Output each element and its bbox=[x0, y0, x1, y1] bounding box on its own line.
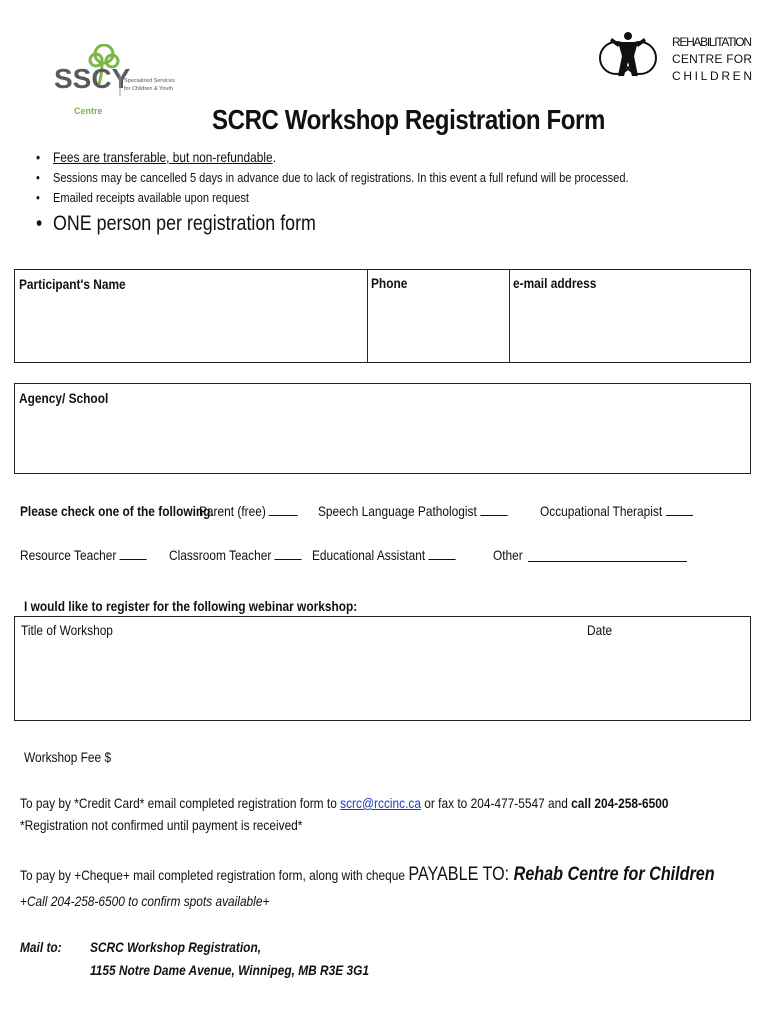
svg-text:Centre: Centre bbox=[74, 106, 103, 116]
svg-text:CENTRE FOR: CENTRE FOR bbox=[672, 52, 752, 66]
svg-text:CHILDREN: CHILDREN bbox=[672, 69, 752, 83]
svg-text:Specialized Services: Specialized Services bbox=[124, 78, 175, 84]
role-ot-blank[interactable] bbox=[665, 503, 692, 516]
fees-text: Fees are transferable, but non-refundable bbox=[53, 149, 273, 165]
role-slp-label: Speech Language Pathologist bbox=[318, 503, 477, 519]
bullet-one-person: • ONE person per registration form bbox=[36, 212, 316, 235]
agency-label: Agency/ School bbox=[19, 390, 109, 406]
one-person-text: ONE person per registration form bbox=[53, 212, 316, 235]
role-ea-blank[interactable] bbox=[428, 547, 455, 560]
agency-field[interactable] bbox=[17, 412, 747, 470]
fees-period: . bbox=[272, 149, 276, 165]
role-other[interactable] bbox=[493, 547, 523, 563]
agency-box bbox=[14, 383, 751, 474]
cheque-text: +Cheque+ bbox=[74, 867, 130, 883]
credit-line bbox=[20, 795, 668, 811]
cheque-line bbox=[20, 864, 715, 886]
phone-label: Phone bbox=[371, 275, 408, 291]
sessions-text: Sessions may be cancelled 5 days in advance due to lack of registrations. In this event a full refund will be processed. bbox=[53, 170, 629, 185]
role-ot[interactable] bbox=[540, 503, 693, 519]
receipts-text: Emailed receipts available upon request bbox=[53, 190, 249, 205]
mail-line1: SCRC Workshop Registration, bbox=[90, 939, 262, 955]
role-classroom-blank[interactable] bbox=[275, 547, 302, 560]
credit-note: *Registration not confirmed until payment is received* bbox=[20, 817, 303, 833]
workshop-prompt: I would like to register for the following webinar workshop: bbox=[24, 598, 358, 614]
sscy-logo bbox=[52, 44, 192, 124]
role-prompt: Please check one of the following. bbox=[20, 503, 214, 519]
credit-p3: email completed registration form to bbox=[144, 795, 341, 811]
svg-text:REHABILITATION: REHABILITATION bbox=[672, 35, 752, 49]
role-parent-label: Parent (free) bbox=[199, 503, 266, 519]
mail-label: Mail to: bbox=[20, 939, 62, 955]
email-label: e-mail address bbox=[513, 275, 597, 291]
svg-text:for Children & Youth: for Children & Youth bbox=[124, 86, 173, 92]
role-ea-label: Educational Assistant bbox=[312, 547, 426, 563]
rcc-logo bbox=[598, 26, 758, 96]
email-link[interactable]: scrc@rccinc.ca bbox=[340, 795, 421, 811]
cheque-p3: mail completed registration form, along with cheque bbox=[129, 867, 409, 883]
participant-name-label: Participant's Name bbox=[19, 276, 126, 292]
role-classroom-label: Classroom Teacher bbox=[169, 547, 272, 563]
credit-card-text: *Credit Card* bbox=[74, 795, 145, 811]
role-other-label: Other bbox=[493, 547, 523, 563]
role-resource-blank[interactable] bbox=[120, 547, 147, 560]
workshop-date-field[interactable] bbox=[575, 643, 745, 717]
workshop-fee-label: Workshop Fee $ bbox=[24, 749, 112, 765]
mail-line2: 1155 Notre Dame Avenue, Winnipeg, MB R3E 3G1 bbox=[90, 962, 369, 978]
credit-p1: To pay by bbox=[20, 795, 75, 811]
participant-box bbox=[14, 269, 751, 363]
role-ea[interactable] bbox=[312, 547, 456, 563]
role-resource-label: Resource Teacher bbox=[20, 547, 117, 563]
role-resource[interactable] bbox=[20, 547, 147, 563]
role-slp-blank[interactable] bbox=[480, 503, 507, 516]
workshop-title-field[interactable] bbox=[17, 643, 557, 717]
phone-field[interactable] bbox=[370, 296, 507, 360]
bullet-receipts: • Emailed receipts available upon request bbox=[36, 190, 249, 205]
workshop-box bbox=[14, 616, 751, 721]
payee: Rehab Centre for Children bbox=[513, 864, 715, 885]
credit-p4: or fax to 204-477-5547 and bbox=[420, 795, 572, 811]
page-title: SCRC Workshop Registration Form bbox=[212, 104, 605, 135]
cheque-note: +Call 204-258-6500 to confirm spots available+ bbox=[20, 893, 270, 909]
bullet-fees: • Fees are transferable, but non-refundable. bbox=[36, 149, 276, 165]
bullet-sessions: • Sessions may be cancelled 5 days in advance due to lack of registrations. In this event a full refund will be processed. bbox=[36, 170, 629, 185]
role-parent[interactable] bbox=[199, 503, 298, 519]
role-classroom[interactable] bbox=[169, 547, 302, 563]
svg-text:SSCY: SSCY bbox=[54, 63, 131, 94]
cheque-p1: To pay by bbox=[20, 867, 75, 883]
participant-name-field[interactable] bbox=[17, 296, 365, 360]
role-parent-blank[interactable] bbox=[269, 503, 298, 516]
workshop-date-label: Date bbox=[587, 622, 613, 638]
credit-call: call 204-258-6500 bbox=[571, 795, 669, 811]
payable-to: PAYABLE TO: bbox=[408, 864, 514, 885]
role-ot-label: Occupational Therapist bbox=[540, 503, 663, 519]
email-field[interactable] bbox=[512, 296, 748, 360]
workshop-title-label: Title of Workshop bbox=[21, 622, 113, 638]
role-other-blank[interactable] bbox=[528, 561, 687, 562]
role-slp[interactable] bbox=[318, 503, 507, 519]
